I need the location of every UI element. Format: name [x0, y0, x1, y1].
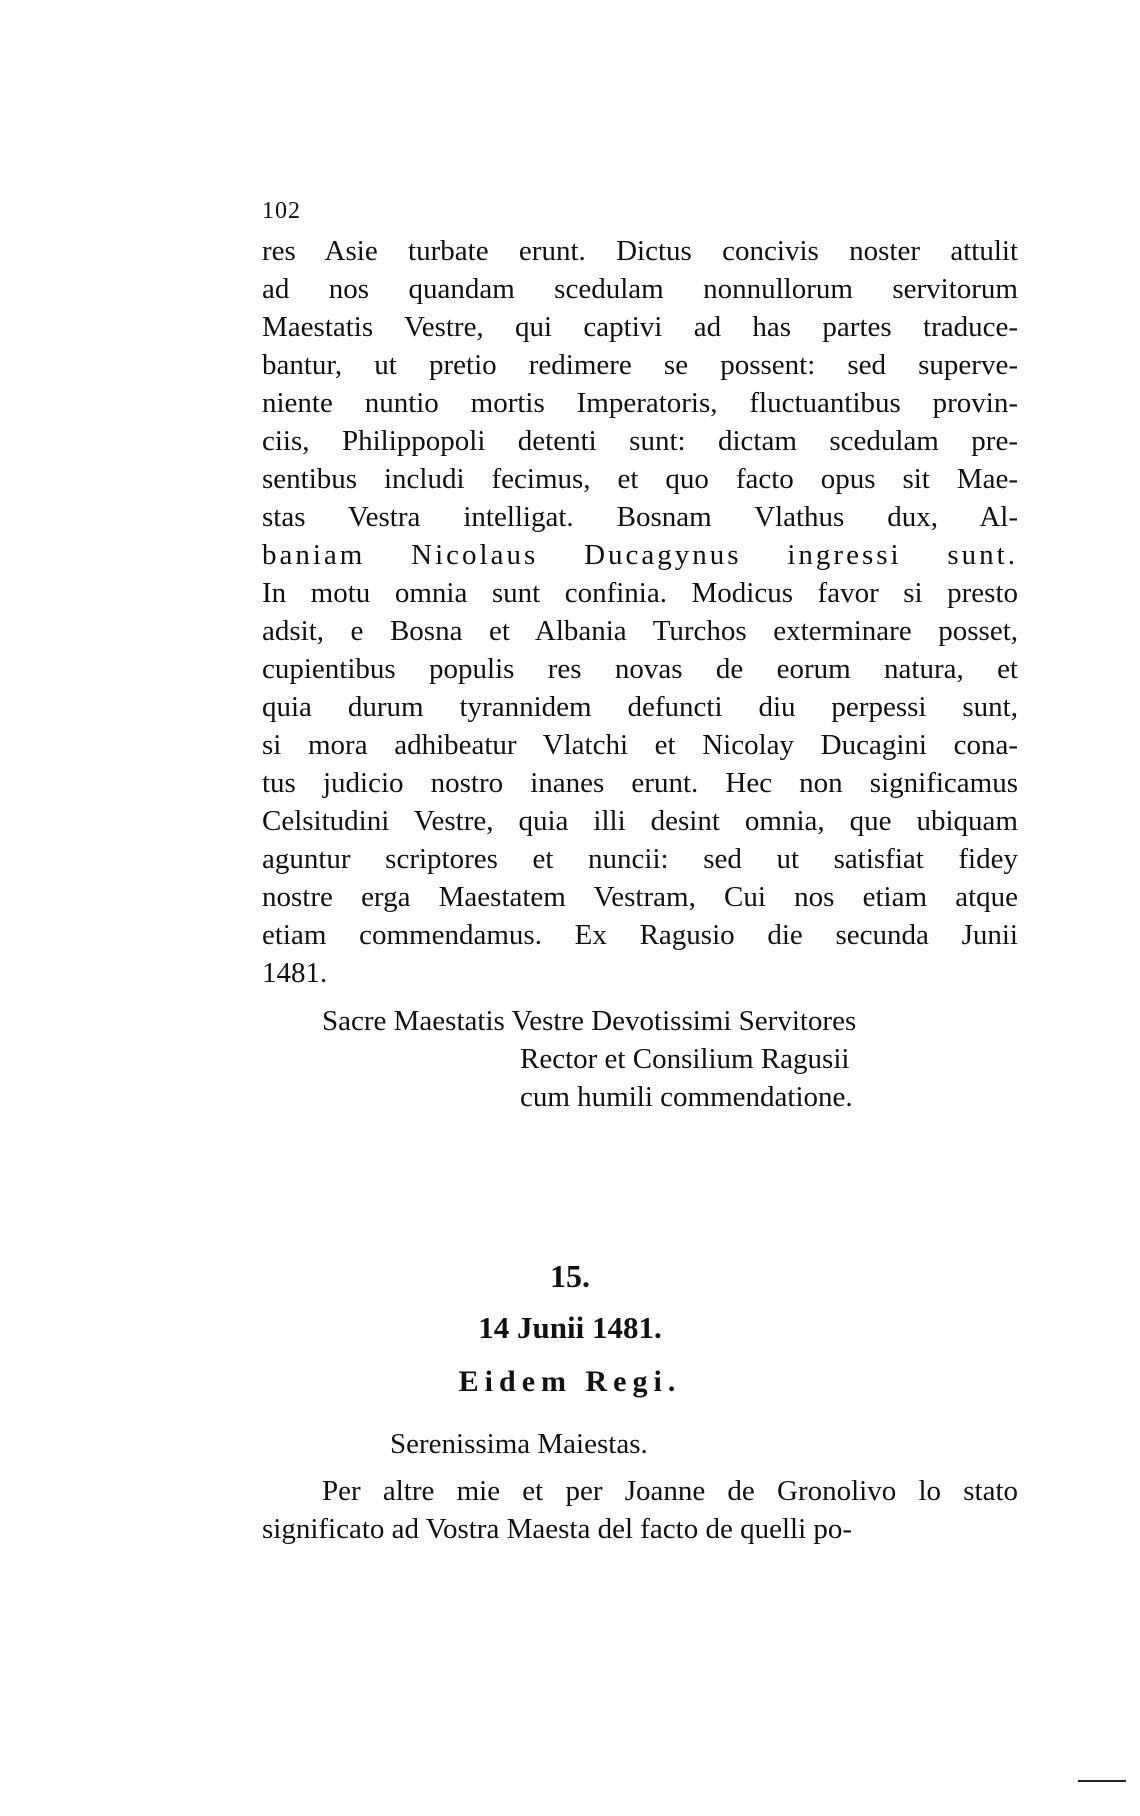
signature-line: cum humili commendatione.	[520, 1081, 853, 1113]
page-number: 102	[262, 198, 301, 224]
body-line: nostre erga Maestatem Vestram, Cui nos etiam atque	[262, 881, 1018, 913]
body-line: 1481.	[262, 957, 328, 989]
body-line: Per altre mie et per Joanne de Gronolivo lo stato	[322, 1475, 1018, 1507]
body-line: si mora adhibeatur Vlatchi et Nicolay Ducagini cona-	[262, 729, 1018, 761]
document-addressee: Eidem Regi.	[458, 1365, 682, 1398]
body-line: cupientibus populis res novas de eorum natura, et	[262, 653, 1018, 685]
body-line: In motu omnia sunt confinia. Modicus favor si presto	[262, 577, 1018, 609]
signature-line: Sacre Maestatis Vestre Devotissimi Servitores	[322, 1005, 857, 1037]
document-date: 14 Junii 1481.	[478, 1310, 662, 1345]
corner-rule	[1078, 1780, 1126, 1782]
body-line: ciis, Philippopoli detenti sunt: dictam scedulam pre-	[262, 425, 1018, 457]
body-line: tus judicio nostro inanes erunt. Hec non significamus	[262, 767, 1018, 799]
document-number: 15.	[550, 1258, 590, 1294]
body-line: sentibus includi fecimus, et quo facto opus sit Mae-	[262, 463, 1018, 495]
signature-line: Rector et Consilium Ragusii	[520, 1043, 850, 1075]
body-line: etiam commendamus. Ex Ragusio die secunda Junii	[262, 919, 1018, 951]
body-line: niente nuntio mortis Imperatoris, fluctuantibus provin-	[262, 387, 1018, 419]
body-line: Maestatis Vestre, qui captivi ad has partes traduce-	[262, 311, 1018, 343]
body-line: stas Vestra intelligat. Bosnam Vlathus dux, Al-	[262, 501, 1018, 533]
body-line: baniam Nicolaus Ducagynus ingressi sunt.	[262, 539, 1018, 571]
body-line: ad nos quandam scedulam nonnullorum servitorum	[262, 273, 1018, 305]
body-line: Celsitudini Vestre, quia illi desint omnia, que ubiquam	[262, 805, 1018, 837]
body-line: bantur, ut pretio redimere se possent: sed superve-	[262, 349, 1018, 381]
body-line: quia durum tyrannidem defuncti diu perpessi sunt,	[262, 691, 1018, 723]
body-line: significato ad Vostra Maesta del facto de quelli po-	[262, 1513, 853, 1545]
salutation: Serenissima Maiestas.	[390, 1428, 648, 1460]
body-line: aguntur scriptores et nuncii: sed ut satisfiat fidey	[262, 843, 1018, 875]
body-line: adsit, e Bosna et Albania Turchos exterminare posset,	[262, 615, 1018, 647]
body-line: res Asie turbate erunt. Dictus concivis noster attulit	[262, 235, 1018, 267]
